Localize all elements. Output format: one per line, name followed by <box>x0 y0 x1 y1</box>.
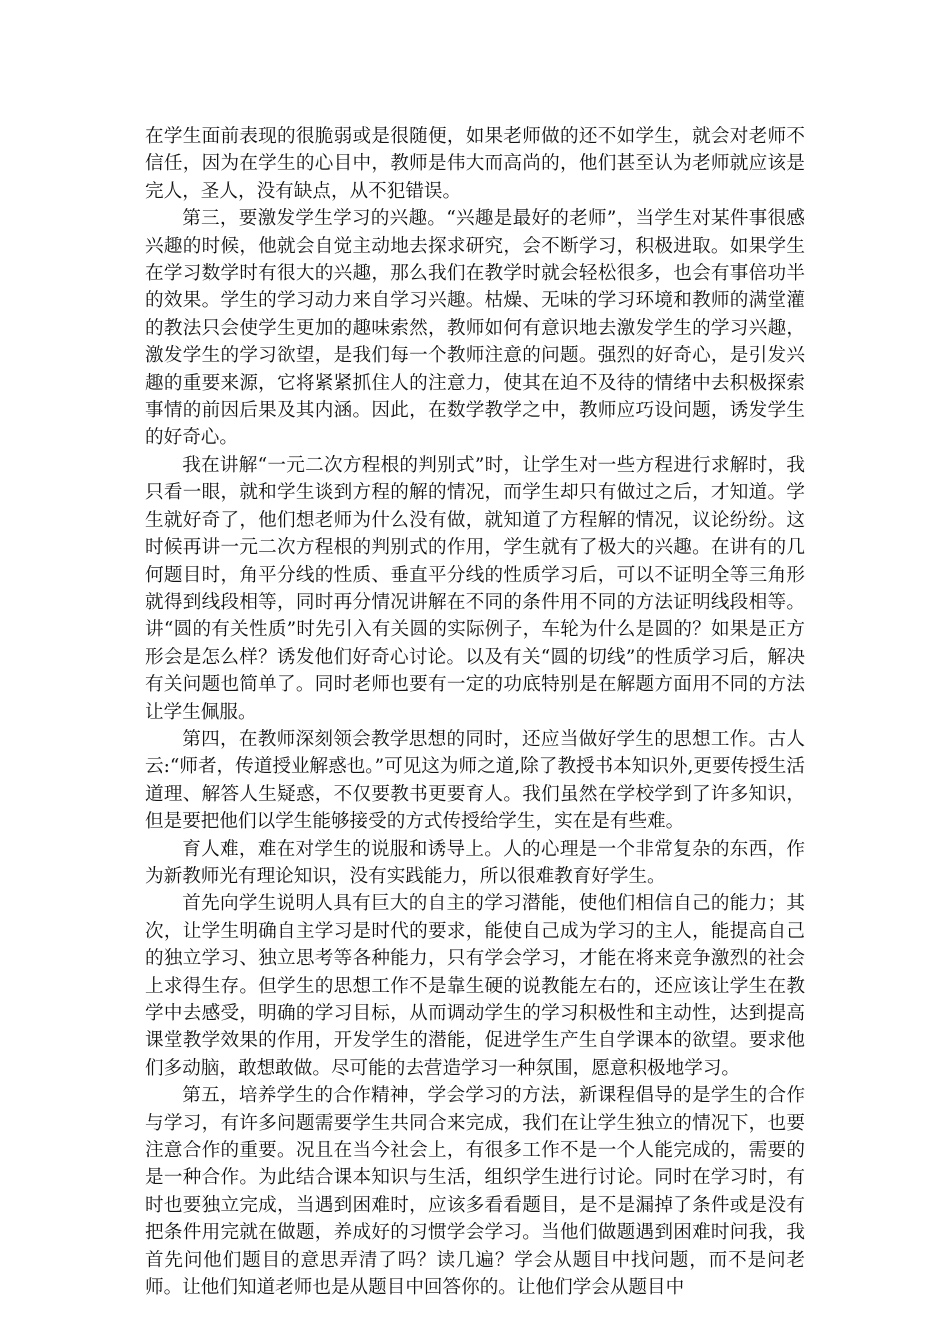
paragraph-2: 第三，要激发学生学习的兴趣。“兴趣是最好的老师”，当学生对某件事很感兴趣的时候，他就会自觉主动地去探求研究，会不断学习，积极进取。如果学生在学习数学时有很大的兴趣，那么我们在教学时就会轻松很多，也会有事倍功半的效果。学生的学习动力来自学习兴趣。枯燥、无味的学习环境和教师的满堂灌的教法只会使学生更加的趣味索然，教师如何有意识地去激发学生的学习兴趣，激发学生的学习欲望，是我们每一个教师注意的问题。强烈的好奇心，是引发兴趣的重要来源，它将紧紧抓住人的注意力，使其在迫不及待的情绪中去积极探索事情的前因后果及其内涵。因此，在数学教学之中，教师应巧设问题，诱发学生的好奇心。 <box>145 208 805 449</box>
paragraph-7: 第五，培养学生的合作精神，学会学习的方法，新课程倡导的是学生的合作与学习，有许多问题需要学生共同合来完成，我们在让学生独立的情况下，也要注意合作的重要。况且在当今社会上，有很多工作不是一个人能完成的，需要的是一种合作。为此结合课本知识与生活，组织学生进行讨论。同时在学习时，有时也要独立完成，当遇到困难时，应该多看看题目，是不是漏掉了条件或是没有把条件用完就在做题，养成好的习惯学会学习。当他们做题遇到困难时问我，我首先问他们题目的意思弄清了吗？读几遍？学会从题目中找问题，而不是问老师。让他们知道老师也是从题目中回答你的。让他们学会从题目中 <box>145 1085 805 1299</box>
paragraph-1: 在学生面前表现的很脆弱或是很随便，如果老师做的还不如学生，就会对老师不信任，因为在学生的心目中，教师是伟大而高尚的，他们甚至认为老师就应该是完人，圣人，没有缺点，从不犯错误。 <box>145 126 805 202</box>
paragraph-3: 我在讲解“一元二次方程根的判别式”时，让学生对一些方程进行求解时，我只看一眼，就和学生谈到方程的解的情况，而学生却只有做过之后，才知道。学生就好奇了，他们想老师为什么没有做，就知道了方程解的情况，议论纷纷。这时候再讲一元二次方程根的判别式的作用，学生就有了极大的兴趣。在讲有的几何题目时，角平分线的性质、垂直平分线的性质学习后，可以不证明全等三角形就得到线段相等，同时再分情况讲解在不同的条件用不同的方法证明线段相等。讲“圆的有关性质”时先引入有关圆的实际例子，车轮为什么是圆的？如果是正方形会是怎么样？诱发他们好奇心讨论。以及有关“圆的切线”的性质学习后，解决有关问题也简单了。同时老师也要有一定的功底特别是在解题方面用不同的方法让学生佩服。 <box>145 454 805 723</box>
paragraph-5: 育人难，难在对学生的说服和诱导上。人的心理是一个非常复杂的东西，作为新教师光有理论知识，没有实践能力，所以很难教育好学生。 <box>145 838 805 887</box>
paragraph-4: 第四，在教师深刻领会教学思想的同时，还应当做好学生的思想工作。古人云:“师者，传道授业解惑也。”可见这为师之道,除了教授书本知识外,更要传授生活道理、解答人生疑惑，不仅要教书更要育人。我们虽然在学校学到了许多知识，但是要把他们以学生能够接受的方式传授给学生，实在是有些难。 <box>145 728 805 833</box>
paragraph-6: 首先向学生说明人具有巨大的自主的学习潜能，使他们相信自己的能力；其次，让学生明确自主学习是时代的要求，能使自己成为学习的主人，能提高自己的独立学习、独立思考等各种能力，只有学会学习，才能在将来竞争激烈的社会上求得生存。但学生的思想工作不是靠生硬的说教能左右的，还应该让学生在教学中去感受，明确的学习目标，从而调动学生的学习积极性和主动性，达到提高课堂教学效果的作用，开发学生的潜能，促进学生产生自学课本的欲望。要求他们多动脑，敢想敢做。尽可能的去营造学习一种氛围，愿意积极地学习。 <box>145 893 805 1079</box>
document-body <box>145 123 805 1301</box>
